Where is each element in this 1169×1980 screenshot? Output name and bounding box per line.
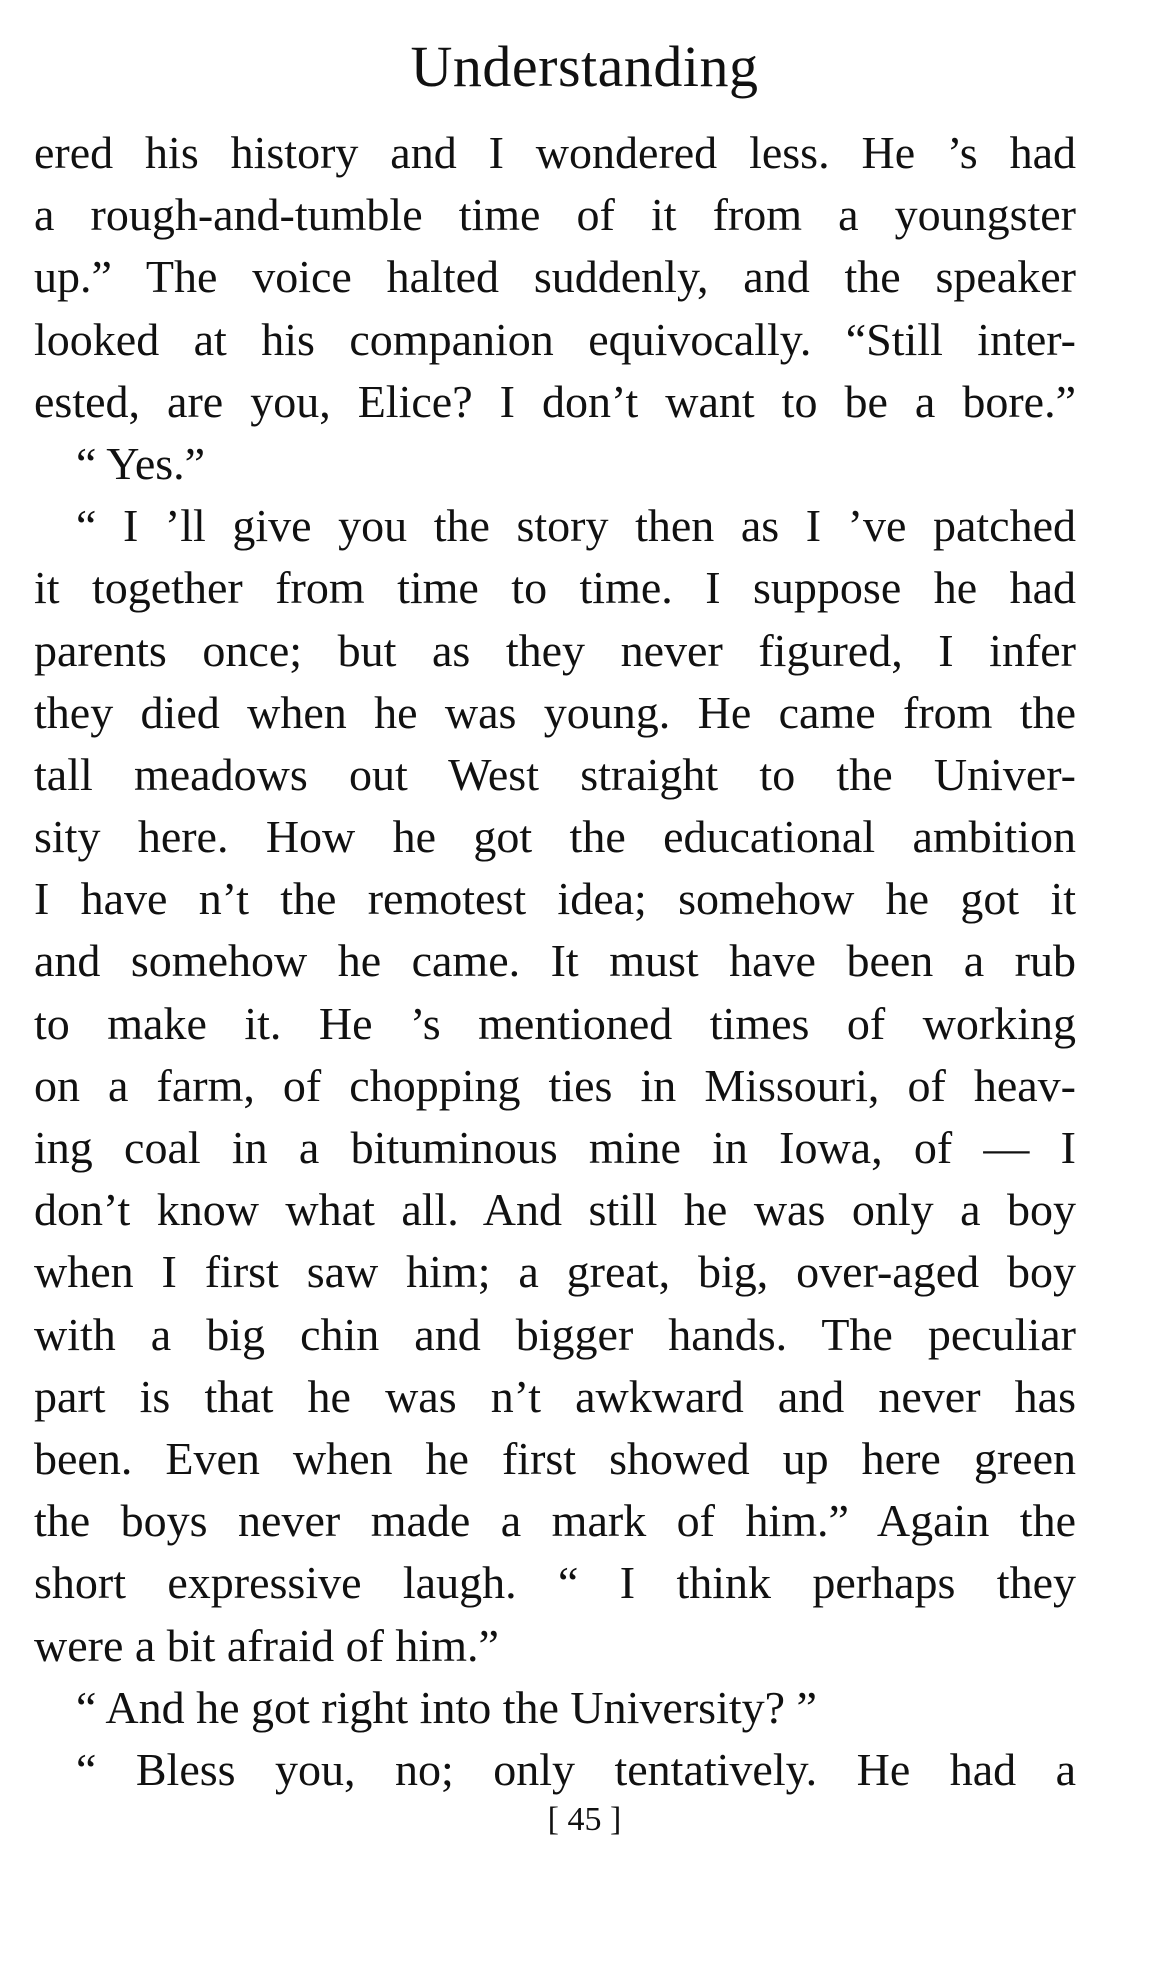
text-line: don’t know what all. And still he was only a boy	[34, 1184, 1076, 1236]
text-line: when I first saw him; a great, big, over-aged boy	[34, 1246, 1076, 1298]
text-line: ing coal in a bituminous mine in Iowa, of — I	[34, 1122, 1076, 1173]
text-line: tall meadows out West straight to the Univer-	[34, 748, 1076, 800]
text-line: I have n’t the remotest idea; somehow he got it	[34, 873, 1076, 925]
text-line: a rough-and-tumble time of it from a youngster	[34, 189, 1076, 241]
page-number: [ 45 ]	[547, 1801, 622, 1838]
text-line: were a bit afraid of him.”	[34, 1619, 499, 1671]
text-line: part is that he was n’t awkward and never has	[34, 1370, 1076, 1422]
text-line: ered his history and I wondered less. He ’s had	[34, 127, 1076, 178]
text-line: sity here. How he got the educational ambition	[34, 811, 1076, 863]
running-head: Understanding	[410, 34, 759, 99]
text-line: short expressive laugh. “ I think perhaps they	[34, 1557, 1076, 1609]
text-line: up.” The voice halted suddenly, and the speaker	[34, 251, 1076, 303]
text-line: with a big chin and bigger hands. The peculiar	[34, 1308, 1076, 1360]
text-line: to make it. He ’s mentioned times of working	[34, 997, 1076, 1049]
text-line: looked at his companion equivocally. “Still inter-	[34, 313, 1076, 365]
text-line: it together from time to time. I suppose he had	[34, 562, 1076, 614]
body-text	[34, 122, 1076, 1801]
text-line: the boys never made a mark of him.” Again the	[34, 1495, 1076, 1547]
text-line: parents once; but as they never figured, I infer	[34, 624, 1076, 676]
text-line: ested, are you, Elice? I don’t want to be a bore.”	[34, 375, 1076, 427]
text-line: been. Even when he first showed up here green	[34, 1432, 1076, 1484]
text-line: “ I ’ll give you the story then as I ’ve patched	[76, 500, 1076, 552]
text-line: “ And he got right into the University? ”	[76, 1681, 817, 1733]
text-line: and somehow he came. It must have been a rub	[34, 935, 1076, 987]
text-line: “ Bless you, no; only tentatively. He had a	[76, 1743, 1076, 1795]
text-line: on a farm, of chopping ties in Missouri, of heav-	[34, 1059, 1076, 1111]
text-line: “ Yes.”	[76, 437, 206, 489]
text-line: they died when he was young. He came from the	[34, 686, 1076, 738]
